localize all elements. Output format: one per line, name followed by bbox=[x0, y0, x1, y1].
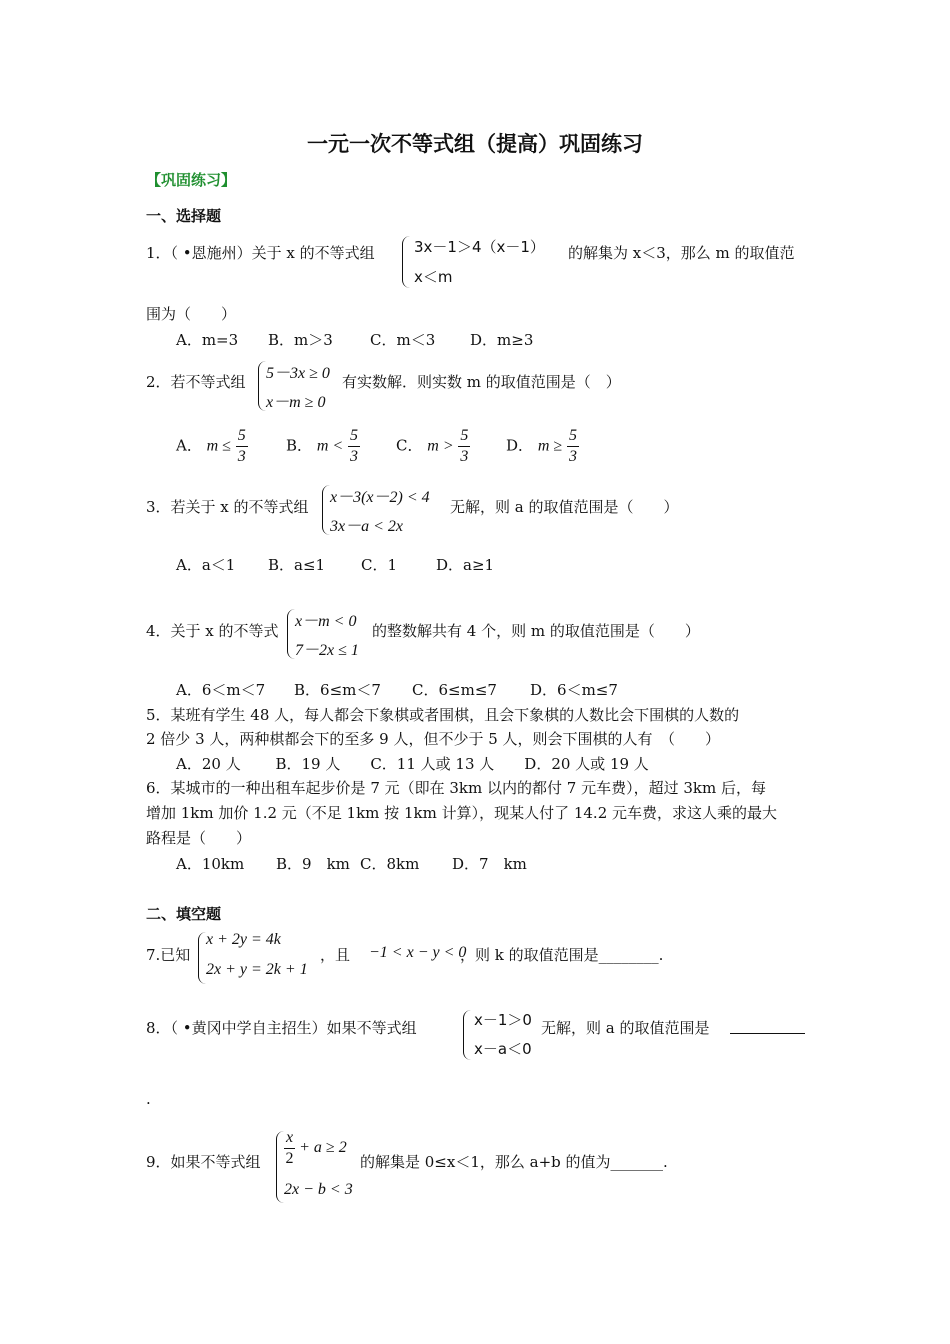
section-heading-fill: 二、填空题 bbox=[146, 905, 222, 923]
q1-option-d: D．m≥3 bbox=[470, 331, 534, 349]
q6-option-a: A．10km bbox=[176, 855, 245, 873]
q7-prefix: 7.已知 bbox=[146, 946, 191, 964]
q2-option-a bbox=[176, 426, 248, 467]
q1-inequality-1: 3x－1＞4（x－1） bbox=[414, 238, 545, 256]
q6-line-1: 6．某城市的一种出租车起步价是 7 元（即在 3km 以内的都付 7 元车费），超过 3km 后，每 bbox=[146, 779, 766, 797]
q2-option-d-fraction: $\frac{5}{3}$ bbox=[568, 427, 577, 465]
q1-prefix: 1．（ •恩施州）关于 x 的不等式组 bbox=[146, 244, 375, 262]
q2-option-b bbox=[286, 426, 360, 467]
q4-option-c: C．6≤m≤7 bbox=[412, 681, 497, 699]
q2-inequality-2: x－m ≥ 0 bbox=[266, 394, 326, 411]
q3-option-a: A．a＜1 bbox=[176, 556, 236, 574]
q3-inequality-1: x－3(x－2) < 4 bbox=[330, 489, 430, 506]
q8-prefix: 8．（ •黄冈中学自主招生）如果不等式组 bbox=[146, 1019, 417, 1037]
q6-option-d: D．7 km bbox=[452, 855, 527, 873]
q6-option-c: C．8km bbox=[360, 855, 420, 873]
q2-option-b-fraction: $\frac{5}{3}$ bbox=[349, 427, 358, 465]
q2-option-b-lhs: m < bbox=[316, 437, 344, 455]
q7-condition: −1 < x − y < 0 bbox=[369, 944, 467, 961]
q8-inequality-1: x－1＞0 bbox=[474, 1011, 532, 1029]
q4-option-d: D．6＜m≤7 bbox=[530, 681, 618, 699]
q8-inequality-2: x－a＜0 bbox=[474, 1040, 532, 1058]
q8-trailing-dot: . bbox=[146, 1090, 151, 1108]
q6-line-2: 增加 1km 加价 1.2 元（不足 1km 按 1km 计算），现某人付了 14.2 元车费，求这人乘的最大 bbox=[146, 804, 778, 822]
q1-inequality-2: x＜m bbox=[414, 268, 453, 286]
section-tag: 【巩固练习】 bbox=[146, 171, 237, 189]
q7-equation-2: 2x + y = 2k + 1 bbox=[206, 961, 308, 978]
page-title: 一元一次不等式组（提高）巩固练习 bbox=[307, 132, 643, 156]
q7-suffix: ，则 k 的取值范围是________. bbox=[460, 946, 664, 964]
section-heading-choice: 一、选择题 bbox=[146, 207, 222, 225]
q8-brace bbox=[463, 1010, 472, 1060]
q1-continuation: 围为（ ） bbox=[146, 305, 237, 323]
q5-options: A．20 人 B．19 人 C．11 人或 13 人 D．20 人或 19 人 bbox=[176, 755, 649, 773]
q3-option-c: C．1 bbox=[361, 556, 398, 574]
q1-option-b: B．m＞3 bbox=[268, 331, 333, 349]
q2-prefix: 2．若不等式组 bbox=[146, 373, 246, 391]
q3-prefix: 3．若关于 x 的不等式组 bbox=[146, 498, 309, 516]
q2-option-a-label: A． bbox=[176, 436, 202, 455]
q9-suffix: 的解集是 0≤x＜1，那么 a+b 的值为_______. bbox=[360, 1153, 668, 1171]
q4-option-b: B．6≤m＜7 bbox=[294, 681, 381, 699]
q4-inequality-1: x－m < 0 bbox=[295, 613, 357, 630]
q3-suffix: 无解，则 a 的取值范围是（ ） bbox=[450, 498, 679, 516]
q9-inequality-2: 2x − b < 3 bbox=[284, 1181, 353, 1198]
q9-inequality-1-rest: + a ≥ 2 bbox=[299, 1139, 347, 1157]
q3-option-d: D．a≥1 bbox=[436, 556, 495, 574]
q1-option-c: C．m＜3 bbox=[370, 331, 436, 349]
q4-prefix: 4．关于 x 的不等式 bbox=[146, 622, 279, 640]
q6-option-b: B．9 km bbox=[276, 855, 350, 873]
q6-line-3: 路程是（ ） bbox=[146, 829, 252, 847]
q2-option-d-label: D． bbox=[506, 436, 534, 455]
q5-line-1: 5．某班有学生 48 人，每人都会下象棋或者围棋，且会下象棋的人数比会下围棋的人数的 bbox=[146, 706, 740, 724]
q9-inequality-1 bbox=[284, 1128, 347, 1169]
q5-line-2: 2 倍少 3 人，两种棋都会下的至多 9 人，但不少于 5 人，则会下围棋的人有 （ ） bbox=[146, 730, 721, 748]
q3-inequality-2: 3x－a < 2x bbox=[330, 518, 404, 535]
q2-option-c-fraction: $\frac{5}{3}$ bbox=[460, 427, 469, 465]
q1-suffix: 的解集为 x＜3，那么 m 的取值范 bbox=[568, 244, 795, 262]
q4-suffix: 的整数解共有 4 个，则 m 的取值范围是（ ） bbox=[372, 622, 700, 640]
q8-answer-blank bbox=[730, 1033, 805, 1034]
q2-option-a-fraction: $\frac{5}{3}$ bbox=[237, 427, 246, 465]
q2-option-d-lhs: m ≥ bbox=[537, 437, 563, 455]
q8-suffix: 无解，则 a 的取值范围是 bbox=[541, 1019, 710, 1037]
q4-option-a: A．6＜m＜7 bbox=[176, 681, 266, 699]
q2-option-c-lhs: m > bbox=[427, 437, 454, 455]
q1-option-a: A．m=3 bbox=[176, 331, 239, 349]
q2-option-a-lhs: m ≤ bbox=[206, 437, 231, 455]
q4-inequality-2: 7－2x ≤ 1 bbox=[295, 642, 359, 659]
q2-option-c-label: C． bbox=[396, 436, 423, 455]
q2-option-b-label: B． bbox=[286, 436, 313, 455]
q3-option-b: B．a≤1 bbox=[268, 556, 326, 574]
q2-option-d bbox=[506, 426, 579, 467]
q1-brace bbox=[402, 236, 411, 288]
q9-prefix: 9．如果不等式组 bbox=[146, 1153, 261, 1171]
q2-inequality-1: 5－3x ≥ 0 bbox=[266, 365, 330, 382]
q9-fraction: $\frac{x}{2}$ bbox=[285, 1129, 294, 1167]
q7-equation-1: x + 2y = 4k bbox=[206, 931, 281, 948]
q2-suffix: 有实数解．则实数 m 的取值范围是（ ） bbox=[342, 373, 621, 391]
q2-option-c bbox=[396, 426, 470, 467]
q7-mid: ，且 bbox=[320, 946, 351, 964]
